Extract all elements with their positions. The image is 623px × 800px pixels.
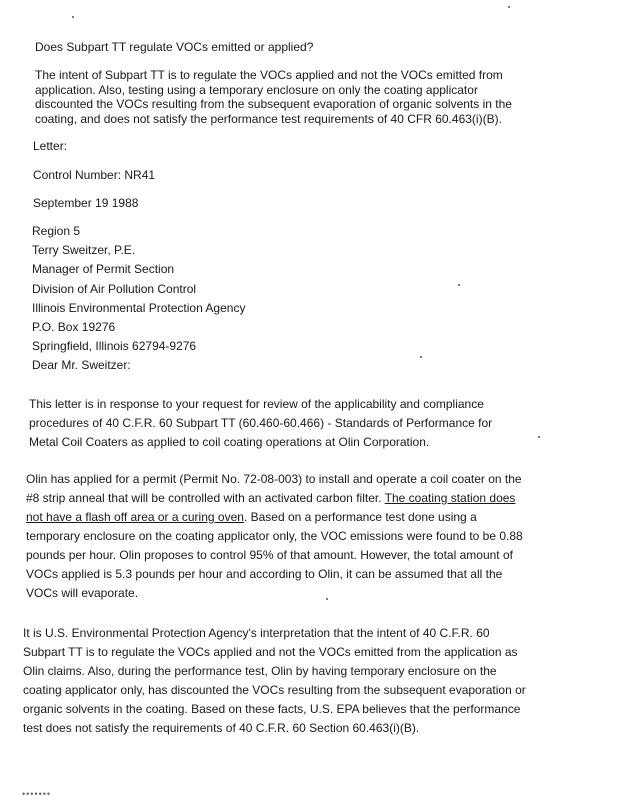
paragraph-line: procedures of 40 C.F.R. 60 Subpart TT (60.460-60.466) - Standards of Performance for — [29, 416, 493, 430]
paragraph-line: test does not satisfy the requirements of 40 C.F.R. 60 Section 60.463(i)(B). — [23, 721, 420, 735]
address-line: Springfield, Illinois 62794-9276 — [32, 339, 197, 354]
paragraph-line: pounds per hour. Olin proposes to control 95% of that amount. However, the total amount of — [26, 548, 513, 562]
address-line: Terry Sweitzer, P.E. — [32, 243, 136, 258]
question-heading: Does Subpart TT regulate VOCs emitted or applied? — [35, 40, 314, 54]
paragraph-request — [29, 395, 492, 452]
paragraph-line — [26, 508, 523, 527]
underlined-text: not have a flash off area or a curing oven — [26, 510, 244, 524]
paragraph-line: organic solvents in the coating. Based on these facts, U.S. EPA believes that the performance — [23, 702, 521, 716]
paragraph-line — [26, 489, 523, 508]
summary-line: The intent of Subpart TT is to regulate the VOCs applied and not the VOCs emitted from — [35, 68, 503, 82]
underlined-text: The coating station does — [384, 491, 516, 505]
paragraph-line: Subpart TT is to regulate the VOCs applied and not the VOCs emitted from the application as — [23, 645, 518, 659]
paragraph-olin-permit — [26, 470, 523, 603]
summary-line: discounted the VOCs resulting from the subsequent evaporation of organic solvents in the — [35, 97, 512, 111]
address-line: Division of Air Pollution Control — [32, 281, 197, 296]
line-text: . Based on a performance test done using a — [243, 510, 477, 524]
letter-date: September 19 1988 — [33, 196, 139, 210]
line-text: #8 strip anneal that will be controlled with an activated carbon filter. — [26, 491, 382, 505]
scan-speck — [72, 16, 74, 18]
control-number: Control Number: NR41 — [33, 168, 156, 182]
summary-line: application. Also, testing using a temporary enclosure on only the coating applicator — [35, 82, 478, 97]
address-line: Manager of Permit Section — [32, 262, 175, 277]
scan-speck — [458, 284, 460, 286]
summary-line: coating, and does not satisfy the performance test requirements of 40 CFR 60.463(i)(B). — [35, 111, 502, 126]
paragraph-epa-interpretation — [23, 624, 526, 738]
address-line: Illinois Environmental Protection Agency — [32, 300, 246, 315]
scan-speck — [326, 598, 328, 600]
paragraph-line: Olin claims. Also, during the performance test, Olin by having temporary enclosure on the — [23, 664, 497, 678]
recipient-address — [32, 222, 245, 376]
address-line: Region 5 — [32, 224, 81, 238]
paragraph-line: VOCs applied is 5.3 pounds per hour and according to Olin, it can be assumed that all the — [26, 567, 503, 581]
address-line: P.O. Box 19276 — [32, 320, 116, 335]
paragraph-line: This letter is in response to your request for review of the applicability and compliance — [29, 397, 484, 411]
scan-speck — [508, 6, 510, 8]
paragraph-line: VOCs will evaporate. — [26, 586, 139, 600]
paragraph-line: coating applicator only, has discounted the VOCs resulting from the subsequent evaporation or — [23, 683, 526, 697]
paragraph-line: It is U.S. Environmental Protection Agency's interpretation that the intent of 40 C.F.R. 60 — [23, 626, 490, 640]
scan-artifact-mark: ••••••• — [22, 789, 52, 799]
paragraph-line: temporary enclosure on the coating applicator only, the VOC emissions were found to be 0.88 — [26, 529, 523, 543]
salutation: Dear Mr. Sweitzer: — [32, 358, 131, 373]
letter-label: Letter: — [33, 139, 68, 153]
scan-speck — [538, 436, 540, 438]
paragraph-line: Olin has applied for a permit (Permit No. 72-08-003) to install and operate a coil coater on the — [26, 472, 522, 486]
paragraph-line: Metal Coil Coaters as applied to coil coating operations at Olin Corporation. — [29, 435, 430, 449]
summary-paragraph — [35, 68, 512, 126]
scan-speck — [420, 356, 422, 358]
